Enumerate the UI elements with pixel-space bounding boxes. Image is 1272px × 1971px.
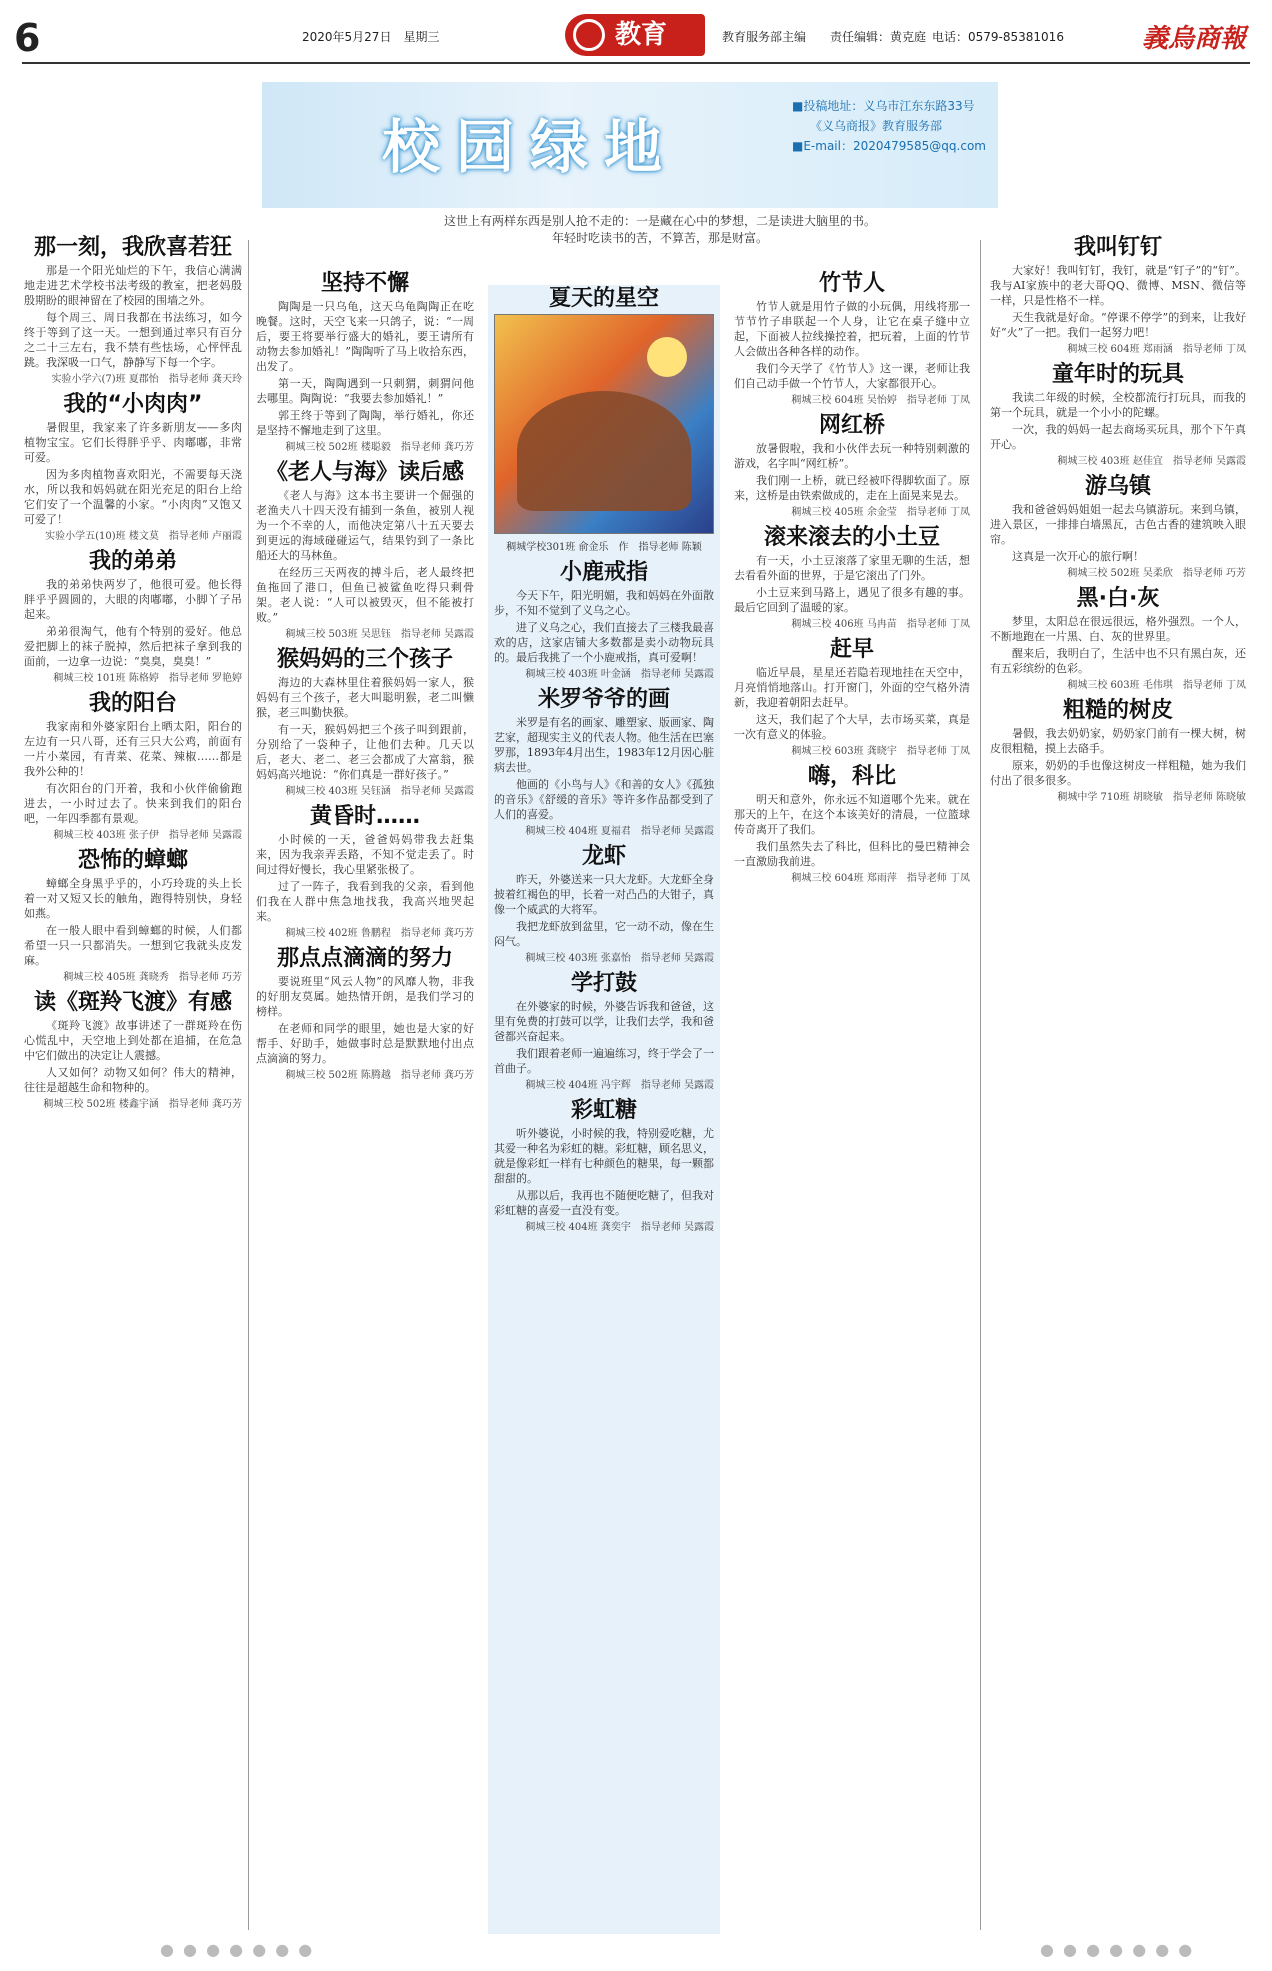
article-byline: 稠城三校 403班 张子伊 指导老师 吴露霞 — [53, 830, 242, 841]
article-title: 我的阳台 — [88, 691, 177, 716]
article-byline: 稠城三校 604班 郑雨涵 指导老师 丁凤 — [1067, 344, 1246, 355]
article-title: 彩虹糖 — [570, 1098, 637, 1123]
footer-dots-left: ● ● ● ● ● ● ● — [160, 1940, 315, 1959]
article-paragraph: 有次阳台的门开着，我和小伙伴偷偷跑进去，一小时过去了。快来到我们的阳台吧，一年四季都有景观。 — [24, 782, 242, 825]
article-byline: 稠城三校 603班 龚晓宇 指导老师 丁凤 — [791, 746, 970, 757]
article-title: 网红桥 — [818, 413, 885, 438]
article-paragraph: 天生我就是好命。“停课不停学”的到来，让我好好“火”了一把。我们一起努力吧！ — [990, 311, 1246, 339]
article-title: 小鹿戒指 — [559, 560, 648, 585]
article-paragraph: 我把龙虾放到盆里，它一动不动，像在生闷气。 — [494, 920, 714, 948]
article-byline: 实验小学五(10)班 楼文莫 指导老师 卢丽霞 — [45, 531, 242, 542]
column-3 — [488, 285, 720, 1934]
logo-ring-icon — [573, 19, 605, 51]
article-title: 学打鼓 — [570, 971, 637, 996]
article — [256, 460, 474, 642]
article-paragraph: 在一般人眼中看到蟑螂的时候，人们都希望一只一只都消失。一想到它我就头皮发麻。 — [24, 924, 242, 967]
article-byline: 稠城三校 404班 龚奕宇 指导老师 吴露霞 — [525, 1222, 714, 1233]
article-title: 《老人与海》读后感 — [265, 460, 464, 485]
banner-title: 校园绿地 — [382, 113, 679, 181]
article-paragraph: 我们虽然失去了科比，但科比的曼巴精神会一直激励我前进。 — [734, 840, 970, 868]
column-1 — [24, 234, 242, 1934]
tagline: 这世上有两样东西是别人抢不走的：一是藏在心中的梦想，二是读进大脑里的书。年轻时吃读书的苦，不算苦，那是财富。 — [443, 214, 876, 245]
article-title: 滚来滚去的小土豆 — [763, 525, 940, 550]
painting-hill — [517, 391, 691, 511]
article — [24, 235, 242, 387]
article — [494, 560, 714, 682]
article-byline: 稠城三校 502班 楼鑫宇涵 指导老师 龚巧芳 — [43, 1099, 242, 1110]
article-title: 我的“小肉肉” — [63, 392, 203, 417]
image-caption: 稠城学校301班 俞金乐 作 指导老师 陈颖 — [506, 542, 702, 553]
column-2 — [256, 270, 474, 1934]
article-title: 恐怖的蟑螂 — [77, 848, 188, 873]
article-byline: 稠城三校 406班 马冉苗 指导老师 丁凤 — [791, 619, 970, 630]
article-paragraph: 一次，我的妈妈一起去商场买玩具，那个下午真开心。 — [990, 423, 1246, 451]
article-title: 坚持不懈 — [320, 271, 409, 296]
article-title: 童年时的玩具 — [1051, 362, 1184, 387]
article — [734, 764, 970, 886]
article — [24, 549, 242, 686]
article-paragraph: 我读二年级的时候，全校都流行打玩具，而我的第一个玩具，就是一个小小的陀螺。 — [990, 391, 1246, 419]
article-paragraph: 有一天，猴妈妈把三个孩子叫到跟前，分别给了一袋种子，让他们去种。几天以后，老大、老二、老三会都成了大富翁，猴妈妈高兴地说：“你们真是一群好孩子。” — [256, 723, 474, 781]
article-paragraph: 小土豆来到马路上，遇见了很多有趣的事。最后它回到了温暖的家。 — [734, 586, 970, 614]
article-byline: 稠城三校 403班 张嘉怡 指导老师 吴露霞 — [525, 953, 714, 964]
article-paragraph: 要说班里“风云人物”的风靡人物，非我的好朋友莫属。她热情开朗，是我们学习的榜样。 — [256, 975, 474, 1018]
section-name: 教育 — [615, 20, 668, 50]
article-paragraph: 大家好！我叫钉钉，我钉，就是“钉子”的“钉”。我与AI家族中的老大哥QQ、微博、MSN、微信等一样，只是性格不一样。 — [990, 264, 1246, 307]
article-paragraph: 有一天，小土豆滚落了家里无聊的生活，想去看看外面的世界，于是它滚出了门外。 — [734, 554, 970, 582]
article-paragraph: 竹节人就是用竹子做的小玩偶，用线将那一节节竹子串联起一个人身，让它在桌子缝中立起，下面被人拉线操控着，把玩着，上面的竹节人会做出各种各样的动作。 — [734, 300, 970, 358]
article-paragraph: 放暑假啦，我和小伙伴去玩一种特别刺激的游戏，名字叫“网红桥”。 — [734, 442, 970, 470]
article — [256, 946, 474, 1083]
article — [24, 848, 242, 985]
article-byline: 稠城三校 403班 吴钰涵 指导老师 吴露霞 — [285, 786, 474, 797]
article-byline: 稠城三校 405班 龚晓秀 指导老师 巧芳 — [63, 972, 242, 983]
article-title: 粗糙的树皮 — [1062, 698, 1173, 723]
article-paragraph: 在经历三天两夜的搏斗后，老人最终把鱼拖回了港口，但鱼已被鲨鱼吃得只剩骨架。老人说：“人可以被毁灭，但不能被打败。” — [256, 566, 474, 624]
article-paragraph: 进了义乌之心，我们直接去了三楼我最喜欢的店，这家店铺大多数都是卖小动物玩具的。最后我挑了一个小鹿戒指，真可爱啊！ — [494, 621, 714, 664]
newspaper-brand: 義烏商報 — [1141, 24, 1246, 54]
section-banner — [262, 82, 998, 208]
footer-dots-right: ● ● ● ● ● ● ● — [1040, 1940, 1195, 1959]
article — [494, 1098, 714, 1235]
article-title: 我的弟弟 — [88, 549, 177, 574]
article-paragraph: 因为多肉植物喜欢阳光，不需要每天浇水，所以我和妈妈就在阳光充足的阳台上给它们安了一个温馨的小家。“小肉肉”又饱又可爱了！ — [24, 468, 242, 526]
article-title: 黑·白·灰 — [1076, 586, 1160, 611]
article — [734, 637, 970, 759]
editor: 责任编辑：黄克庭 — [830, 30, 927, 44]
article — [494, 687, 714, 839]
article-paragraph: 弟弟很淘气，他有个特别的爱好。他总爱把脚上的袜子脱掉，然后把袜子拿到我的面前，一边拿一边说：“臭臭，臭臭！” — [24, 625, 242, 668]
article-paragraph: 暑假，我去奶奶家，奶奶家门前有一棵大树，树皮很粗糙，摸上去硌手。 — [990, 727, 1246, 755]
article-paragraph: 听外婆说，小时候的我，特别爱吃糖，尤其爱一种名为彩虹的糖。彩虹糖，顾名思义，就是像彩虹一样有七种颜色的糖果，每一颗都甜甜的。 — [494, 1127, 714, 1185]
article-title: 那一刻，我欣喜若狂 — [33, 235, 232, 260]
article-paragraph: 我们刚一上桥，就已经被吓得脚软面了。原来，这桥是由铁索做成的，走在上面晃来晃去。 — [734, 474, 970, 502]
column-5 — [990, 234, 1246, 1934]
article-paragraph: 郭王终于等到了陶陶，举行婚礼，你还是坚持不懈地走到了这里。 — [256, 409, 474, 437]
article-paragraph: 他画的《小鸟与人》《和善的女人》《孤独的音乐》《舒缓的音乐》等许多作品都受到了人们的喜爱。 — [494, 778, 714, 821]
section-logo — [565, 14, 705, 56]
article-title: 竹节人 — [818, 271, 885, 296]
article-byline: 稠城中学 710班 胡晓敏 指导老师 陈晓敏 — [1057, 792, 1246, 803]
article-paragraph: 《老人与海》这本书主要讲一个倔强的老渔夫八十四天没有捕到一条鱼，被别人视为一个不幸的人，而他决定第八十五天要去到更远的海域碰碰运气，结果钓到了一条比船还大的马林鱼。 — [256, 489, 474, 562]
article-paragraph: 这真是一次开心的旅行啊！ — [1012, 550, 1144, 563]
article-byline: 稠城三校 502班 楼聪毅 指导老师 龚巧芳 — [285, 442, 474, 453]
article-byline: 稠城三校 404班 夏福君 指导老师 吴露霞 — [525, 826, 714, 837]
article-title: 我叫钉钉 — [1073, 235, 1162, 260]
submission-dept: 《义乌商报》教育服务部 — [810, 119, 943, 133]
submission-email: ■E-mail：2020479585@qq.com — [792, 139, 986, 153]
article-paragraph: 昨天，外婆送来一只大龙虾。大龙虾全身披着红褐色的甲，长着一对凸凸的大钳子，真像一个威武的大将军。 — [494, 873, 714, 916]
article — [256, 271, 474, 455]
article-paragraph: 陶陶是一只乌龟，这天乌龟陶陶正在吃晚餐。这时，天空飞来一只鸽子，说：“一周后，要王将要举行盛大的婚礼，要王请所有动物去参加婚礼！”陶陶听了马上收拾东西，出发了。 — [256, 300, 474, 373]
article — [24, 392, 242, 544]
article — [734, 413, 970, 520]
article-paragraph: 明天和意外，你永远不知道哪个先来。就在那天的上午，在这个本该美好的清晨，一位篮球传奇离开了我们。 — [734, 793, 970, 836]
article — [24, 691, 242, 843]
column-divider — [980, 240, 981, 1930]
article-paragraph: 我们今天学了《竹节人》这一课，老师让我们自己动手做一个竹节人，大家都很开心。 — [734, 362, 970, 390]
article-title: 游乌镇 — [1084, 474, 1151, 499]
painting-image — [494, 314, 714, 534]
article — [990, 474, 1246, 581]
article — [990, 235, 1246, 357]
article-paragraph: 醒来后，我明白了，生活中也不只有黑白灰，还有五彩缤纷的色彩。 — [990, 647, 1246, 675]
article-paragraph: 从那以后，我再也不随便吃糖了，但我对彩虹糖的喜爱一直没有变。 — [494, 1189, 714, 1217]
submission-address: ■投稿地址：义乌市江东东路33号 — [792, 99, 975, 113]
article-paragraph: 过了一阵子，我看到我的父亲，看到他们我在人群中焦急地找我，我高兴地哭起来。 — [256, 880, 474, 923]
article-paragraph: 我们跟着老师一遍遍练习，终于学会了一首曲子。 — [494, 1047, 714, 1075]
article-title: 读《斑羚飞渡》有感 — [33, 990, 232, 1015]
article-paragraph: 我的弟弟快两岁了，他很可爱。他长得胖乎乎圆圆的，大眼的肉嘟嘟，小脚丫子吊起来。 — [24, 578, 242, 621]
article-title: 嗨，科比 — [807, 764, 896, 789]
article-byline: 稠城三校 604班 吴怡婷 指导老师 丁凤 — [791, 395, 970, 406]
article-byline: 稠城三校 402班 鲁鹏程 指导老师 龚巧芳 — [285, 928, 474, 939]
article-byline: 稠城三校 502班 陈腾越 指导老师 龚巧芳 — [285, 1070, 474, 1081]
article-title: 猴妈妈的三个孩子 — [276, 647, 453, 672]
submission-info — [792, 96, 986, 156]
article-byline: 稠城三校 502班 吴柔欣 指导老师 巧芳 — [1067, 568, 1246, 579]
article-byline: 稠城三校 101班 陈格婷 指导老师 罗艳婷 — [53, 673, 242, 684]
article-paragraph: 我和爸爸妈妈姐姐一起去乌镇游玩。来到乌镇，进入景区，一排排白墙黑瓦，古色古香的建筑映入眼帘。 — [990, 503, 1246, 546]
article-paragraph: 人又如何？动物又如何？伟大的精神，往往是超越生命和物种的。 — [24, 1066, 242, 1094]
article-paragraph: 第一天，陶陶遇到一只刺猬，刺猬问他去哪里。陶陶说：“我要去参加婚礼！” — [256, 377, 474, 405]
painting-sun — [647, 337, 687, 377]
article-title: 夏天的星空 — [548, 286, 659, 311]
article-byline: 实验小学六(7)班 夏郡怡 指导老师 龚天玲 — [51, 374, 242, 385]
article-paragraph: 我家南和外婆家阳台上晒太阳，阳台的左边有一只八哥，还有三只大公鸡，前面有一片小菜园，有青菜、花菜、辣椒……都是我外公种的！ — [24, 720, 242, 778]
page-number: 6 — [14, 16, 41, 60]
article-byline: 稠城三校 403班 赵佳宜 指导老师 吴露霞 — [1057, 456, 1246, 467]
article-paragraph: 每个周三、周日我都在书法练习，如今终于等到了这一天。一想到通过率只有百分之二十三左右，我不禁有些怯场，心怦怦乱跳。我深吸一口气，静静写下每一个字。 — [24, 311, 242, 369]
article — [494, 286, 714, 555]
article-paragraph: 梦里，太阳总在很远很远，格外强烈。一个人，不断地跑在一片黑、白、灰的世界里。 — [990, 615, 1246, 643]
article-paragraph: 《斑羚飞渡》故事讲述了一群斑羚在伤心慌乱中，天空地上到处都在追捕，在危急中它们做出的决定让人震撼。 — [24, 1019, 242, 1062]
article — [734, 271, 970, 408]
article-title: 赶早 — [829, 637, 874, 662]
article-byline: 稠城三校 404班 冯宇辉 指导老师 吴露霞 — [525, 1080, 714, 1091]
article-byline: 稠城三校 403班 叶金涵 指导老师 吴露霞 — [525, 669, 714, 680]
article — [494, 844, 714, 966]
header-rule — [22, 62, 1250, 64]
article-paragraph: 米罗是有名的画家、雕塑家、版画家、陶艺家，超现实主义的代表人物。他生活在巴塞罗那，1893年4月出生，1983年12月因心脏病去世。 — [494, 716, 714, 774]
article — [990, 698, 1246, 805]
issue-date: 2020年5月27日 星期三 — [302, 30, 440, 44]
article-byline: 稠城三校 603班 毛伟琪 指导老师 丁凤 — [1067, 680, 1246, 691]
article-byline: 稠城三校 604班 郑雨萍 指导老师 丁凤 — [791, 873, 970, 884]
article-paragraph: 海边的大森林里住着猴妈妈一家人，猴妈妈有三个孩子，老大叫聪明猴，老二叫懒猴，老三叫勤快猴。 — [256, 676, 474, 719]
article — [990, 362, 1246, 469]
article-byline: 稠城三校 405班 余金莹 指导老师 丁凤 — [791, 507, 970, 518]
phone: 电话：0579-85381016 — [932, 30, 1064, 44]
article — [990, 586, 1246, 693]
article-paragraph: 这天，我们起了个大早，去市场买菜，真是一次有意义的体验。 — [734, 713, 970, 741]
article-paragraph: 小时候的一天，爸爸妈妈带我去赶集来，因为我亲弄丢路，不知不觉走丢了。时间过得好慢长，我心里紧张极了。 — [256, 833, 474, 876]
article — [734, 525, 970, 632]
article-paragraph: 蟑螂全身黑乎乎的，小巧玲珑的头上长着一对又短又长的触角，跑得特别快，身轻如燕。 — [24, 877, 242, 920]
article-title: 黄昏时…… — [309, 804, 420, 829]
article — [494, 971, 714, 1093]
article-paragraph: 在老师和同学的眼里，她也是大家的好帮手、好助手，她做事时总是默默地付出点点滴滴的努力。 — [256, 1022, 474, 1065]
article-paragraph: 原来，奶奶的手也像这树皮一样粗糙，她为我们付出了很多很多。 — [990, 759, 1246, 787]
article-title: 龙虾 — [581, 844, 626, 869]
article-paragraph: 那是一个阳光灿烂的下午，我信心满满地走进艺术学校书法考级的教室，把老妈殷殷期盼的眼神留在了校园的围墙之外。 — [24, 264, 242, 307]
article-paragraph: 今天下午，阳光明媚，我和妈妈在外面散步，不知不觉到了义乌之心。 — [494, 589, 714, 617]
article-title: 米罗爷爷的画 — [537, 687, 670, 712]
column-divider — [248, 240, 249, 1930]
article-paragraph: 在外婆家的时候，外婆告诉我和爸爸，这里有免费的打鼓可以学，让我们去学，我和爸爸都兴奋起来。 — [494, 1000, 714, 1043]
article — [24, 990, 242, 1112]
article — [256, 804, 474, 941]
department: 教育服务部主编 — [722, 30, 807, 44]
column-4 — [734, 270, 970, 1934]
article-title: 那点点滴滴的努力 — [276, 946, 453, 971]
article-byline: 稠城三校 503班 吴思钰 指导老师 吴露霞 — [285, 629, 474, 640]
article-paragraph: 暑假里，我家来了许多新朋友——多肉植物宝宝。它们长得胖乎乎、肉嘟嘟，非常可爱。 — [24, 421, 242, 464]
article — [256, 647, 474, 799]
article-paragraph: 临近早晨，星星还若隐若现地挂在天空中，月亮悄悄地落山。打开窗门，外面的空气格外清新，我迎着朝阳去赶早。 — [734, 666, 970, 709]
